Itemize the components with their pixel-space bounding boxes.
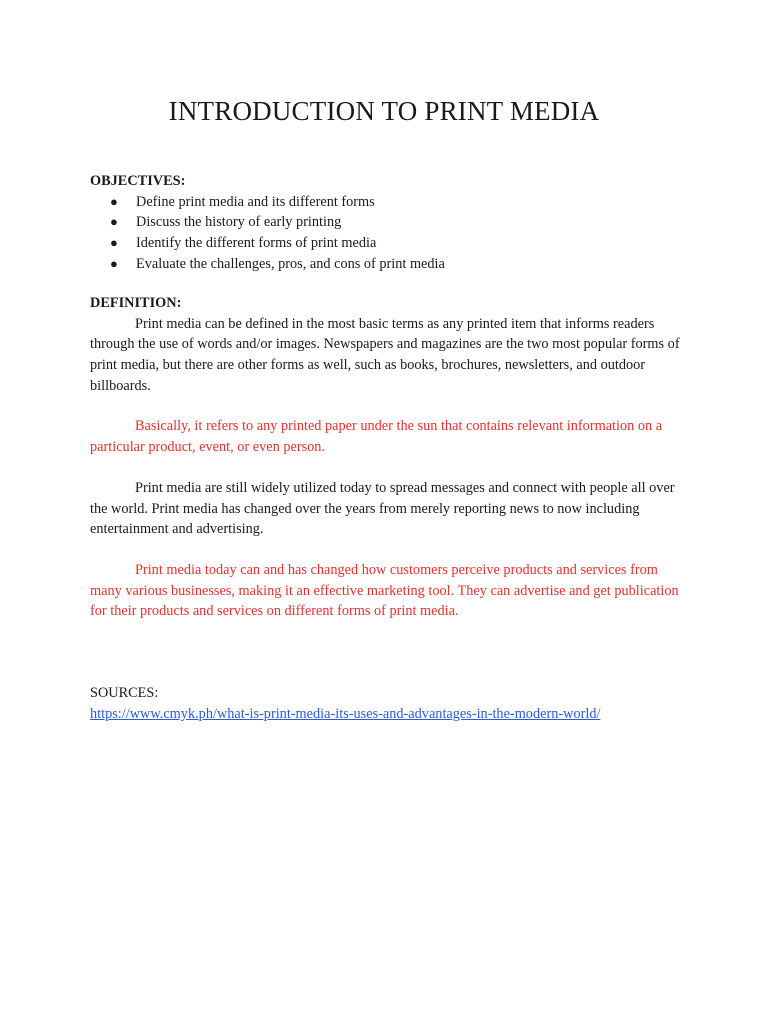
red-note-2 (90, 560, 685, 622)
emphasis-paragraph: Print media today can and has changed how customers perceive products and services from many various businesses, making it an effective marketing tool. They can advertise and get publication for their products and services on different forms of print media. (90, 562, 679, 620)
objectives-heading: OBJECTIVES: (90, 173, 186, 189)
list-item (90, 254, 685, 275)
bullet-icon: ● (110, 193, 118, 209)
definition-section (90, 293, 685, 397)
page-title: INTRODUCTION TO PRINT MEDIA (168, 96, 600, 126)
list-item (90, 192, 685, 213)
definition-paragraph: Print media can be defined in the most basic terms as any printed item that informs readers through the use of words and/or images. Newspapers and magazines are the two most popular forms of print media, but there are other forms as well, such as books, brochures, newsletters, and outdoor billboards. (90, 315, 680, 394)
sources-section (90, 683, 685, 724)
sources-label: SOURCES: (90, 685, 159, 701)
objective-text: Identify the different forms of print media (136, 235, 377, 252)
usage-paragraph: Print media are still widely utilized today to spread messages and connect with people all over the world. Print media has changed over the years from merely reporting news to now including entertainment and advertising. (90, 480, 675, 538)
usage-section (90, 478, 685, 540)
emphasis-paragraph: Basically, it refers to any printed paper under the sun that contains relevant information on a particular product, event, or even person. (90, 418, 663, 455)
objective-text: Define print media and its different forms (136, 193, 375, 210)
red-note-1 (90, 416, 685, 457)
objectives-section (90, 171, 685, 275)
list-item (90, 233, 685, 254)
source-link[interactable]: https://www.cmyk.ph/what-is-print-media-its-uses-and-advantages-in-the-modern-world/ (90, 705, 601, 722)
bullet-icon: ● (110, 214, 118, 230)
objective-text: Evaluate the challenges, pros, and cons of print media (136, 255, 445, 272)
bullet-icon: ● (110, 255, 118, 271)
definition-heading: DEFINITION: (90, 295, 182, 311)
objectives-list (90, 192, 685, 275)
objective-text: Discuss the history of early printing (136, 214, 342, 231)
bullet-icon: ● (110, 235, 118, 251)
list-item (90, 212, 685, 233)
